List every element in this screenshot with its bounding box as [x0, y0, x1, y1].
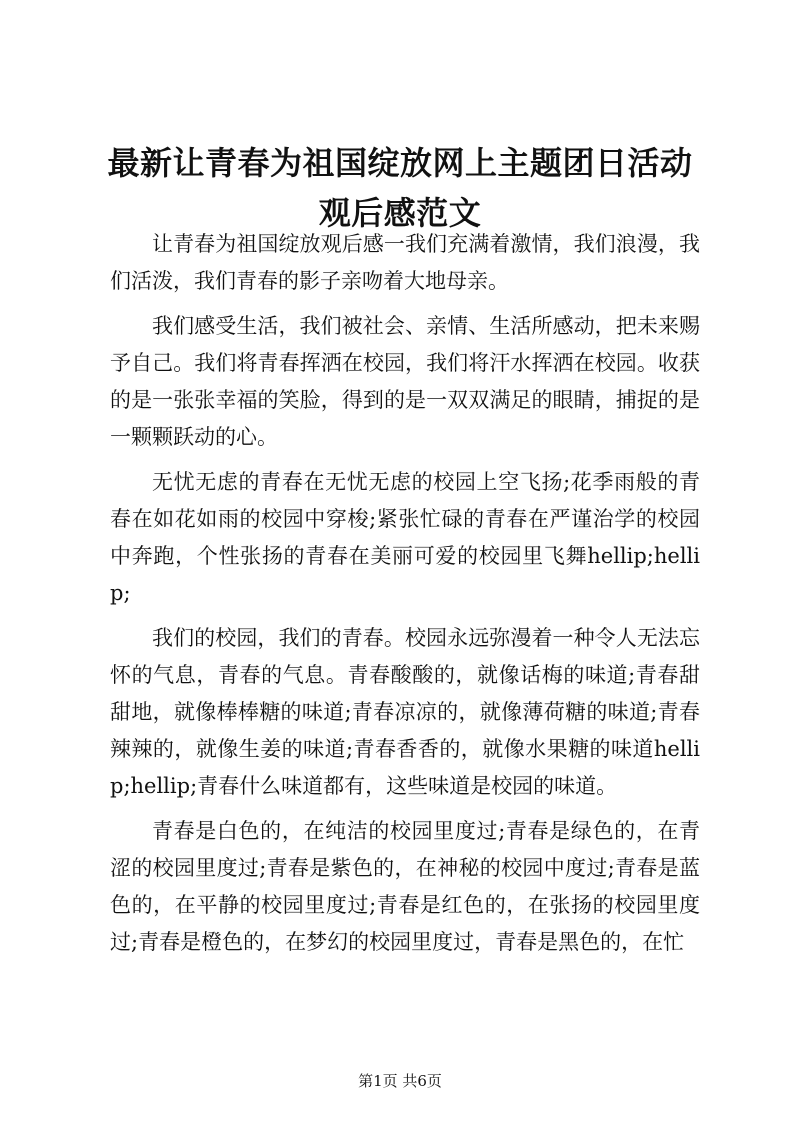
- paragraph: 让青春为祖国绽放观后感一我们充满着激情，我们浪漫，我们活泼，我们青春的影子亲吻着大地母亲。: [110, 232, 700, 293]
- paragraph: 无忧无虑的青春在无忧无虑的校园上空飞扬;花季雨般的青春在如花如雨的校园中穿梭;紧张忙碌的青春在严谨治学的校园中奔跑，个性张扬的青春在美丽可爱的校园里飞舞hellip;hellip;: [110, 470, 700, 605]
- page-footer: 第1页 共6页: [358, 1072, 442, 1090]
- paragraph: 青春是白色的，在纯洁的校园里度过;青春是绿色的，在青涩的校园里度过;青春是紫色的，在神秘的校园中度过;青春是蓝色的，在平静的校园里度过;青春是红色的，在张扬的校园里度过;青春是橙色的，在梦幻的校园里度过，青春是黑色的，在忙: [110, 819, 700, 954]
- document-title: 最新让青春为祖国绽放网上主题团日活动观后感范文: [107, 144, 693, 232]
- paragraph: 我们的校园，我们的青春。校园永远弥漫着一种令人无法忘怀的气息，青春的气息。青春酸酸的，就像话梅的味道;青春甜甜地，就像棒棒糖的味道;青春凉凉的，就像薄荷糖的味道;青春辣辣的，就像生姜的味道;青春香香的，就像水果糖的味道hellip;hellip;青春什么味道都有，这些味道是校园的味道。: [110, 626, 700, 798]
- paragraph: 我们感受生活，我们被社会、亲情、生活所感动，把未来赐予自己。我们将青春挥洒在校园，我们将汗水挥洒在校园。收获的是一张张幸福的笑脸，得到的是一双双满足的眼睛，捕捉的是一颗颗跃动的心。: [110, 314, 700, 449]
- document-body: [110, 226, 700, 969]
